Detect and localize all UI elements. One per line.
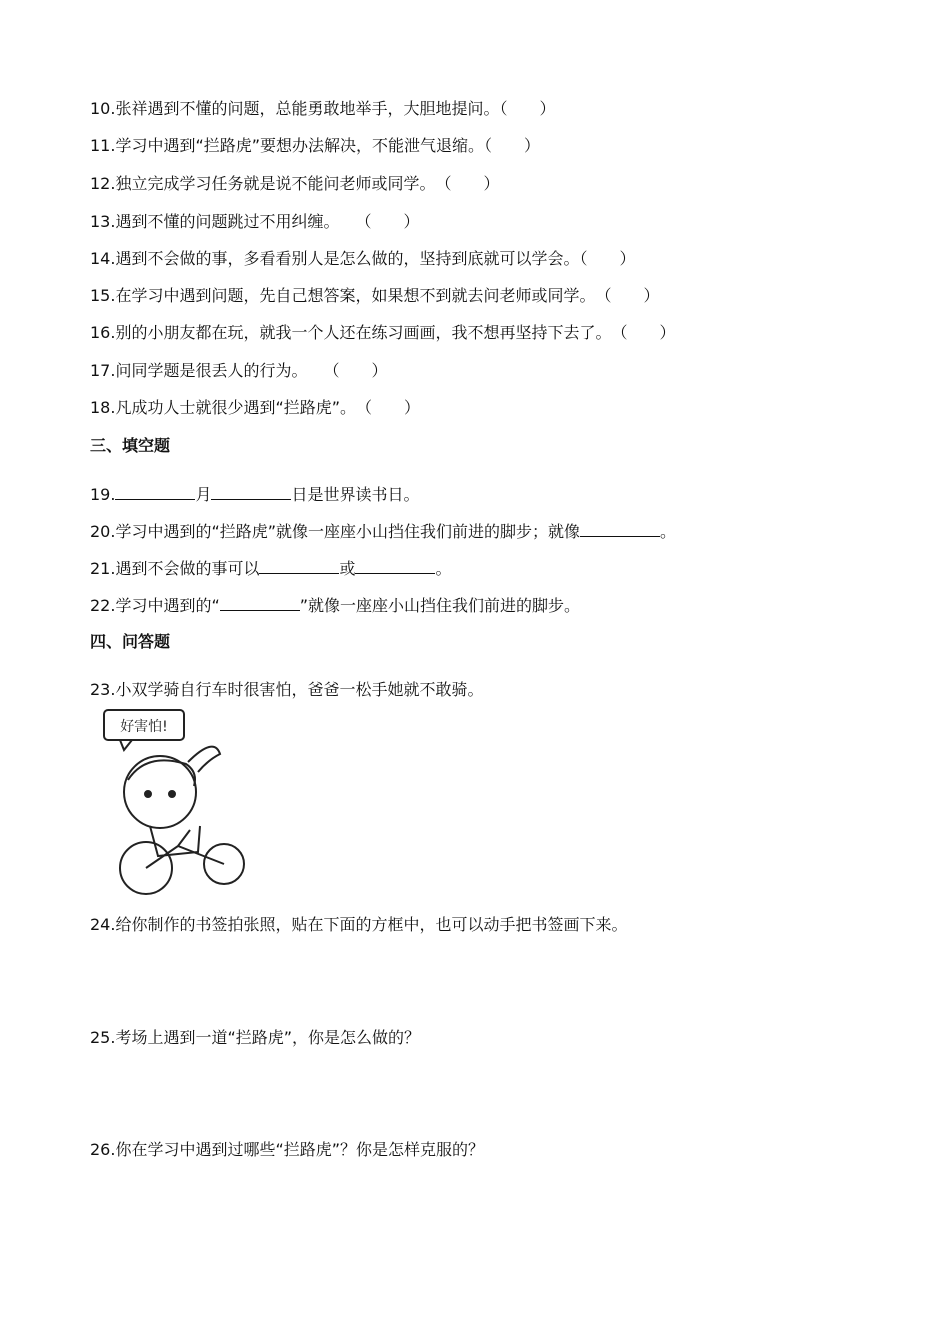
question-26: 26.你在学习中遇到过哪些“拦路虎”？你是怎样克服的？ (90, 1140, 485, 1159)
question-23: 23.小双学骑自行车时很害怕，爸爸一松手她就不敢骑。 (90, 680, 484, 699)
blank-input[interactable] (211, 484, 291, 500)
question-19 (90, 484, 419, 505)
q22-suffix: ”就像一座座小山挡住我们前进的脚步。 (299, 596, 581, 615)
question-24: 24.给你制作的书签拍张照，贴在下面的方框中，也可以动手把书签画下来。 (90, 915, 628, 934)
girl-eye (145, 791, 151, 797)
q21-prefix: 21.遇到不会做的事可以 (90, 559, 260, 578)
q19-prefix: 19. (90, 485, 116, 504)
question-17: 17.问同学题是很丢人的行为。 （ ） (90, 361, 388, 380)
q19-mid: 月 (195, 485, 212, 504)
q20-prefix: 20.学习中遇到的“拦路虎”就像一座座小山挡住我们前进的脚步；就像 (90, 522, 581, 541)
question-14: 14.遇到不会做的事，多看看别人是怎么做的，坚持到底就可以学会。（ ） (90, 249, 636, 268)
question-15: 15.在学习中遇到问题，先自己想答案，如果想不到就去问老师或同学。 （ ） (90, 286, 660, 305)
question-10: 10.张祥遇到不懂的问题，总能勇敢地举手，大胆地提问。（ ） (90, 99, 556, 118)
blank-input[interactable] (580, 521, 660, 537)
section-title-fill: 三、填空题 (90, 436, 171, 455)
q21-suffix: 。 (435, 559, 452, 578)
q19-suffix: 日是世界读书日。 (291, 485, 420, 504)
girl-on-bicycle-illustration (90, 706, 260, 902)
q20-suffix: 。 (660, 522, 677, 541)
section-title-qa: 四、问答题 (90, 632, 171, 651)
question-20 (90, 521, 676, 542)
blank-input[interactable] (220, 595, 300, 611)
question-16: 16.别的小朋友都在玩，就我一个人还在练习画画，我不想再坚持下去了。 （ ） (90, 323, 676, 342)
girl-ponytail (188, 747, 220, 772)
girl-head (124, 756, 196, 828)
q21-mid: 或 (339, 559, 356, 578)
bubble-tail (120, 740, 132, 750)
question-22 (90, 595, 580, 616)
speech-bubble-text: 好害怕! (120, 719, 168, 735)
girl-eye (169, 791, 175, 797)
blank-input[interactable] (115, 484, 195, 500)
question-11: 11.学习中遇到“拦路虎”要想办法解决，不能泄气退缩。（ ） (90, 136, 541, 155)
question-21 (90, 558, 451, 579)
question-13: 13.遇到不懂的问题跳过不用纠缠。 （ ） (90, 212, 420, 231)
question-12: 12.独立完成学习任务就是说不能问老师或同学。 （ ） (90, 174, 500, 193)
question-18: 18.凡成功人士就很少遇到“拦路虎”。 （ ） (90, 398, 421, 417)
blank-input[interactable] (355, 558, 435, 574)
q22-prefix: 22.学习中遇到的“ (90, 596, 220, 615)
question-25: 25.考场上遇到一道“拦路虎”，你是怎么做的？ (90, 1028, 421, 1047)
blank-input[interactable] (259, 558, 339, 574)
